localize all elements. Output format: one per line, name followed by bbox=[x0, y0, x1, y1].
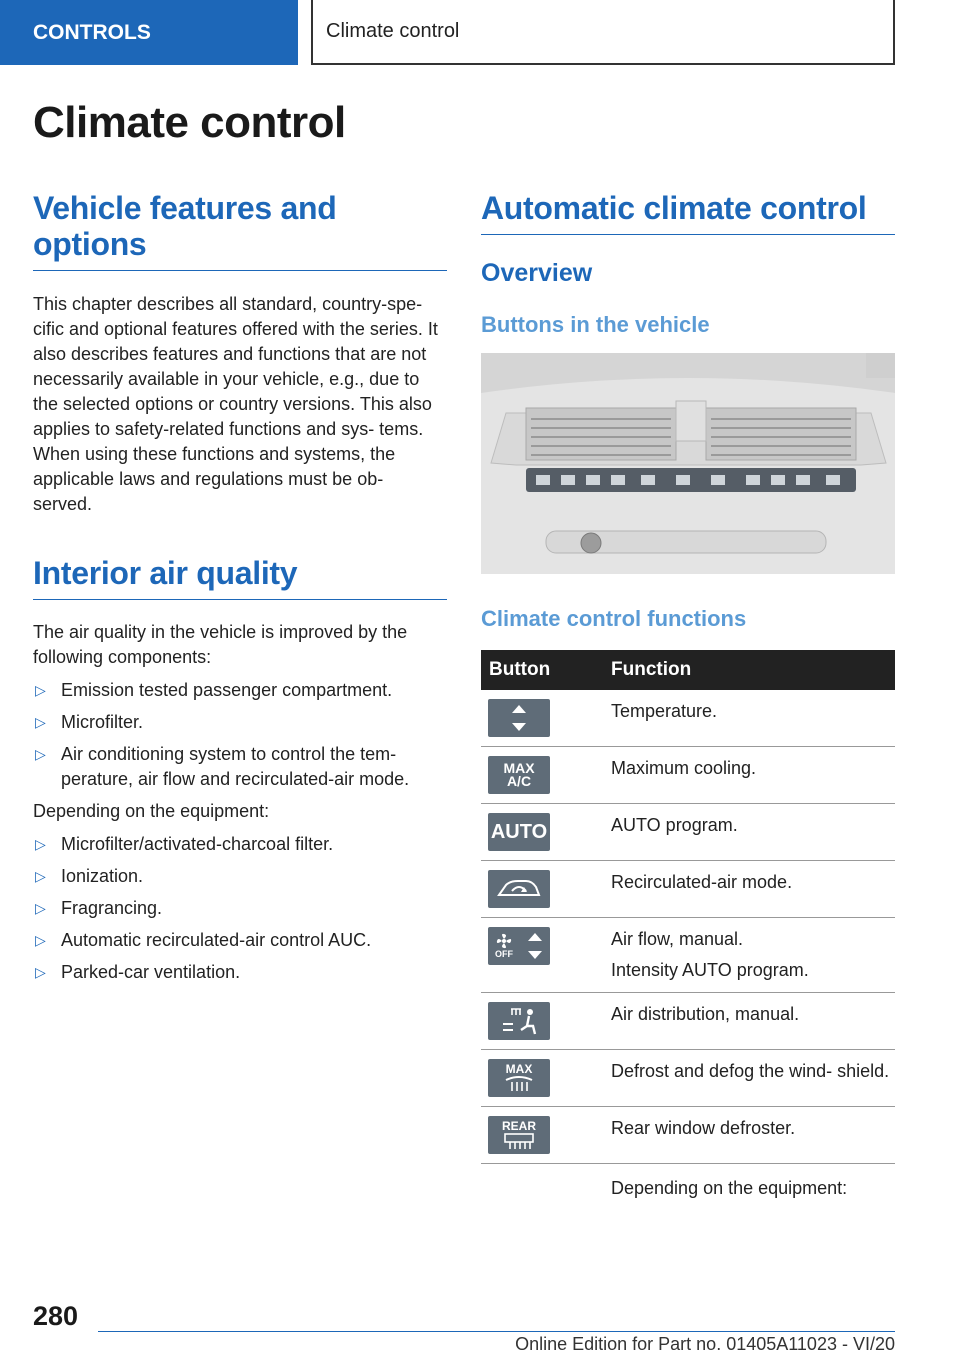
footer-divider bbox=[98, 1331, 895, 1332]
auto-icon: AUTO bbox=[488, 813, 550, 851]
section-tab: CONTROLS bbox=[0, 0, 298, 65]
fan-off-icon: OFF bbox=[488, 927, 550, 965]
list-item: ▷ Fragrancing. bbox=[33, 896, 447, 921]
column-header-function: Function bbox=[603, 650, 895, 690]
function-text: Temperature. bbox=[603, 690, 895, 747]
vehicle-features-paragraph: This chapter describes all standard, country-spe‐ cific and optional features offered with the series. It also describes features and functions that are not necessarily available in your vehicle, e.g., due to the selected options or country versions. This also applies to safety-related functions and sys‐ tems. When using these functions and systems, the applicable laws and regulations must be ob‐ served. bbox=[33, 294, 438, 514]
overview-heading: Overview bbox=[481, 259, 593, 287]
list-item: ▷ Emission tested passenger compartment. bbox=[33, 678, 447, 703]
bullet-triangle-icon: ▷ bbox=[35, 964, 46, 980]
function-text: Recirculated-air mode. bbox=[603, 861, 895, 918]
function-text-secondary: Intensity AUTO program. bbox=[611, 960, 809, 980]
list-item: ▷ Automatic recirculated-air control AUC. bbox=[33, 928, 447, 953]
edition-text: Online Edition for Part no. 01405A11023 - VI/20 bbox=[515, 1334, 895, 1354]
recirculated-air-icon bbox=[488, 870, 550, 908]
function-text: Defrost and defog the wind‐ shield. bbox=[603, 1050, 895, 1107]
function-text: AUTO program. bbox=[603, 804, 895, 861]
bullet-triangle-icon: ▷ bbox=[35, 714, 46, 730]
function-text: Rear window defroster. bbox=[603, 1107, 895, 1164]
air-quality-intro: The air quality in the vehicle is improved by the following components: bbox=[33, 622, 408, 667]
table-row bbox=[481, 690, 895, 747]
equipment-list bbox=[33, 832, 447, 985]
functions-heading: Climate control functions bbox=[481, 606, 747, 631]
automatic-climate-heading: Automatic climate control bbox=[481, 190, 895, 235]
function-text: Air flow, manual. bbox=[611, 929, 744, 949]
max-ac-icon: MAX A/C bbox=[488, 756, 550, 794]
list-item: ▷ Microfilter/activated-charcoal filter. bbox=[33, 832, 447, 857]
bullet-triangle-icon: ▷ bbox=[35, 868, 46, 884]
climate-panel-illustration bbox=[481, 353, 895, 574]
table-row bbox=[481, 1107, 895, 1164]
air-distribution-icon bbox=[488, 1002, 550, 1040]
table-row bbox=[481, 993, 895, 1050]
table-row bbox=[481, 918, 895, 993]
components-list bbox=[33, 678, 447, 792]
function-text: Maximum cooling. bbox=[603, 747, 895, 804]
bullet-triangle-icon: ▷ bbox=[35, 746, 46, 762]
air-quality-heading: Interior air quality bbox=[33, 555, 447, 600]
list-item: ▷ Parked-car ventilation. bbox=[33, 960, 447, 985]
function-text: Air distribution, manual. bbox=[603, 993, 895, 1050]
equipment-intro: Depending on the equipment: bbox=[33, 801, 270, 821]
list-item: ▷ Air conditioning system to control the tem‐ perature, air flow and recirculated-air mode. bbox=[35, 744, 410, 789]
table-row bbox=[481, 747, 895, 804]
temperature-arrows-icon bbox=[488, 699, 550, 737]
chapter-tab: Climate control bbox=[311, 0, 895, 65]
trailing-note: Depending on the equipment: bbox=[611, 1178, 848, 1198]
right-column bbox=[481, 190, 895, 1226]
table-row bbox=[481, 861, 895, 918]
list-item: ▷ Ionization. bbox=[33, 864, 447, 889]
table-row bbox=[481, 1164, 895, 1227]
rear-defrost-icon: REAR bbox=[488, 1116, 550, 1154]
climate-panel-photo bbox=[481, 353, 895, 574]
bullet-triangle-icon: ▷ bbox=[35, 900, 46, 916]
left-column bbox=[33, 190, 447, 992]
page-number: 280 bbox=[33, 1301, 79, 1331]
buttons-heading: Buttons in the vehicle bbox=[481, 312, 710, 337]
bullet-triangle-icon: ▷ bbox=[35, 836, 46, 852]
column-header-button: Button bbox=[481, 650, 603, 690]
table-row bbox=[481, 1050, 895, 1107]
page-title: Climate control bbox=[33, 98, 346, 147]
table-header-row bbox=[481, 650, 895, 690]
list-item: ▷ Microfilter. bbox=[33, 710, 447, 735]
table-row bbox=[481, 804, 895, 861]
bullet-triangle-icon: ▷ bbox=[35, 682, 46, 698]
bullet-triangle-icon: ▷ bbox=[35, 932, 46, 948]
vehicle-features-heading: Vehicle features and options bbox=[33, 190, 337, 262]
max-defrost-icon: MAX bbox=[488, 1059, 550, 1097]
functions-table bbox=[481, 650, 895, 1226]
